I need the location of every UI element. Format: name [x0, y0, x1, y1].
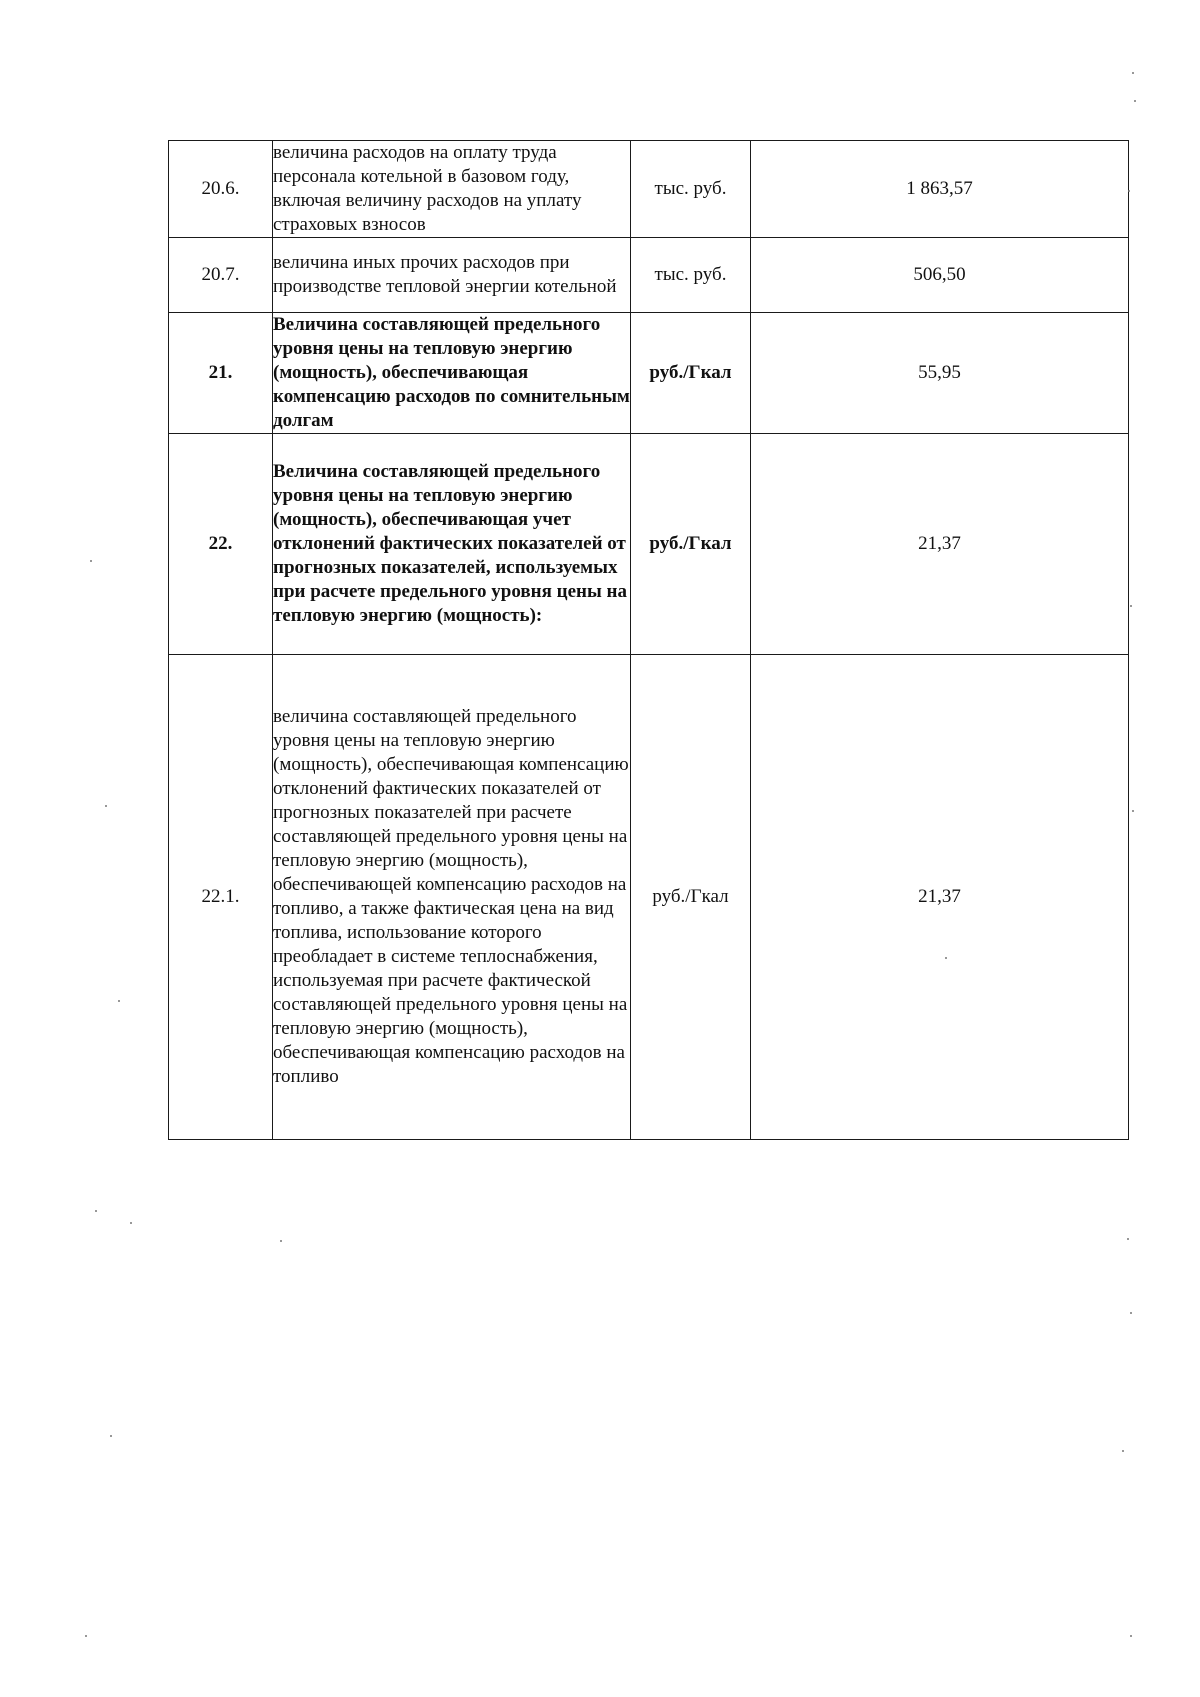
scan-speck: [130, 1222, 132, 1224]
tariff-table: [168, 140, 1129, 1140]
scan-speck: [1128, 190, 1130, 192]
row-description: величина расходов на оплату труда персонала котельной в базовом году, включая величину расходов на уплату страховых взносов: [273, 141, 631, 238]
row-description: величина иных прочих расходов при производстве тепловой энергии котельной: [273, 238, 631, 313]
scan-speck: [85, 1635, 87, 1637]
scan-speck: [95, 1210, 97, 1212]
row-unit: руб./Гкал: [631, 434, 751, 655]
row-number: 22.1.: [169, 655, 273, 1140]
row-unit: тыс. руб.: [631, 141, 751, 238]
row-value: 21,37: [751, 434, 1129, 655]
row-unit: тыс. руб.: [631, 238, 751, 313]
scan-speck: [1122, 1450, 1124, 1452]
scan-speck: [1130, 605, 1132, 607]
scan-speck: [1127, 1238, 1129, 1240]
scan-speck: [118, 1000, 120, 1002]
table-row: [169, 238, 1129, 313]
row-value: 506,50: [751, 238, 1129, 313]
row-description: Величина составляющей предельного уровня цены на тепловую энергию (мощность), обеспечивающая компенсацию расходов по сомнительным долгам: [273, 313, 631, 434]
table-row: [169, 313, 1129, 434]
table-row: [169, 434, 1129, 655]
scan-speck: [1134, 100, 1136, 102]
scan-speck: [280, 1240, 282, 1242]
scan-speck: [1130, 1635, 1132, 1637]
row-unit: руб./Гкал: [631, 655, 751, 1140]
scan-speck: [90, 560, 92, 562]
row-number: 22.: [169, 434, 273, 655]
scan-speck: [1132, 810, 1134, 812]
row-unit: руб./Гкал: [631, 313, 751, 434]
row-description: величина составляющей предельного уровня цены на тепловую энергию (мощность), обеспечивающая компенсацию отклонений фактических показателей от прогнозных показателей при расчете составляющей предельного уровня цены на тепловую энергию (мощность), обеспечивающей компенсацию расходов на топливо, а также фактическая цена на вид топлива, использование которого преобладает в системе теплоснабжения, используемая при расчете фактической составляющей предельного уровня цены на тепловую энергию (мощность), обеспечивающая компенсацию расходов на топливо: [273, 655, 631, 1140]
scan-speck: [1130, 1312, 1132, 1314]
row-number: 20.6.: [169, 141, 273, 238]
table-row: [169, 141, 1129, 238]
row-value: 55,95: [751, 313, 1129, 434]
scan-speck: [945, 957, 947, 959]
scan-speck: [105, 805, 107, 807]
scan-speck: [1132, 72, 1134, 74]
row-value: 21,37: [751, 655, 1129, 1140]
row-description: Величина составляющей предельного уровня цены на тепловую энергию (мощность), обеспечивающая учет отклонений фактических показателей от прогнозных показателей, используемых при расчете предельного уровня цены на тепловую энергию (мощность):: [273, 434, 631, 655]
row-value: 1 863,57: [751, 141, 1129, 238]
row-number: 20.7.: [169, 238, 273, 313]
row-number: 21.: [169, 313, 273, 434]
table-row: [169, 655, 1129, 1140]
scan-speck: [110, 1435, 112, 1437]
